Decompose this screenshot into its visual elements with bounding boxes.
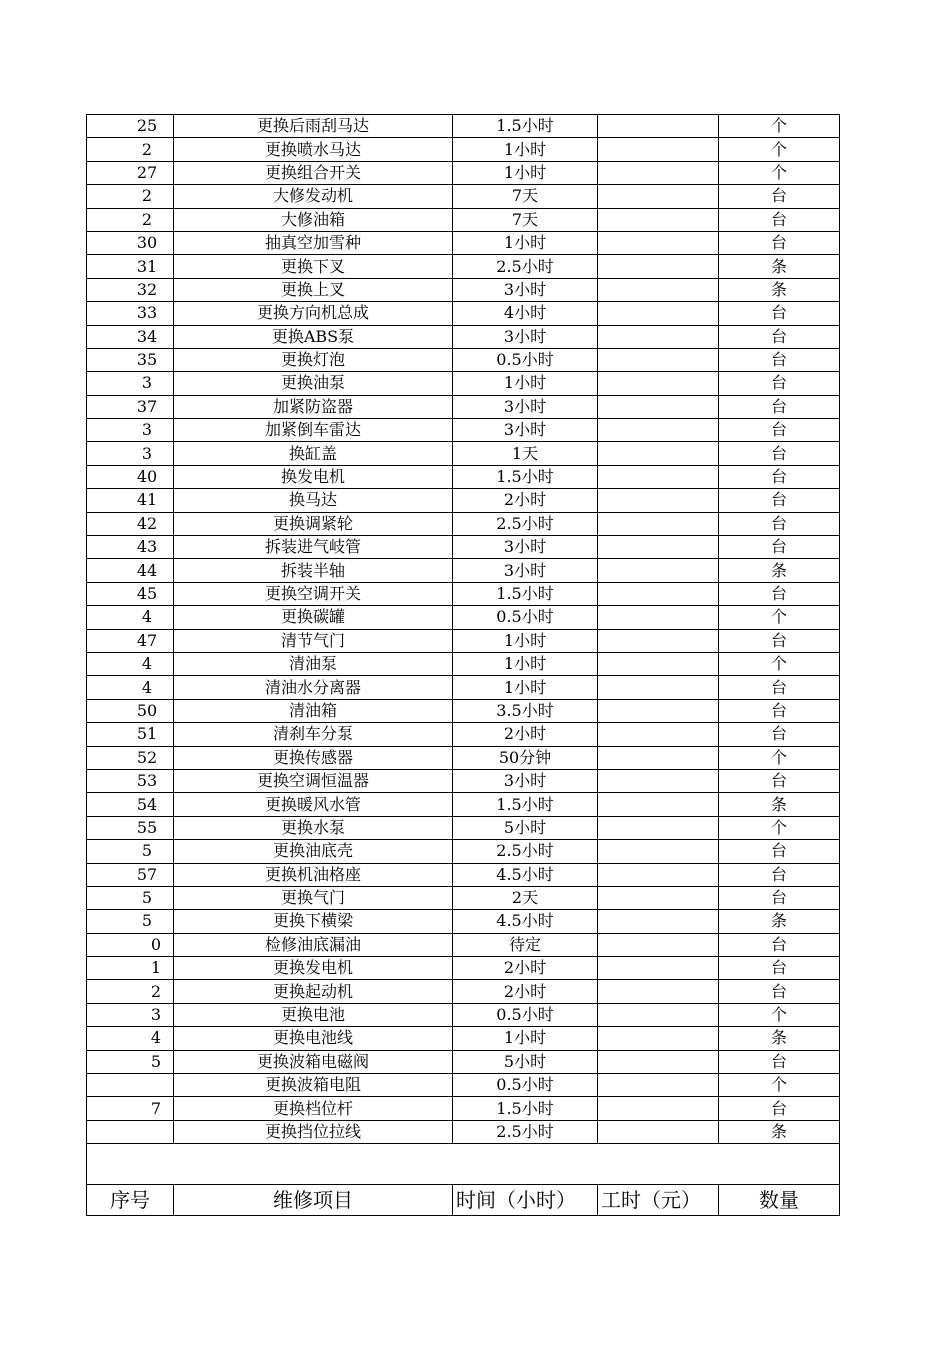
cell-time[interactable]: 1小时: [453, 231, 598, 254]
cell-fee[interactable]: [598, 699, 719, 722]
cell-item[interactable]: 更换上叉: [174, 278, 453, 301]
cell-unit[interactable]: 台: [719, 419, 840, 442]
cell-time[interactable]: 5小时: [453, 1050, 598, 1073]
cell-unit[interactable]: 条: [719, 559, 840, 582]
cell-no[interactable]: 33: [87, 302, 174, 325]
cell-time[interactable]: 1.5小时: [453, 115, 598, 138]
table-row: [87, 395, 840, 418]
cell-no[interactable]: 54: [87, 793, 174, 816]
cell-unit[interactable]: 台: [719, 699, 840, 722]
table-row: [87, 559, 840, 582]
table-row: [87, 629, 840, 652]
cell-unit[interactable]: 个: [719, 115, 840, 138]
cell-time[interactable]: 1.5小时: [453, 793, 598, 816]
cell-item[interactable]: 更换起动机: [174, 980, 453, 1003]
cell-fee[interactable]: [598, 723, 719, 746]
cell-unit[interactable]: 个: [719, 161, 840, 184]
table-row: [87, 980, 840, 1003]
cell-no[interactable]: 5: [87, 1050, 174, 1073]
header-unit[interactable]: 数量: [719, 1185, 840, 1216]
cell-no[interactable]: 4: [87, 676, 174, 699]
cell-unit[interactable]: 台: [719, 208, 840, 231]
cell-item[interactable]: 更换波箱电阻: [174, 1074, 453, 1097]
cell-time[interactable]: 1.5小时: [453, 1097, 598, 1120]
cell-unit[interactable]: 个: [719, 138, 840, 161]
cell-time[interactable]: 3小时: [453, 395, 598, 418]
cell-unit[interactable]: 台: [719, 442, 840, 465]
cell-fee[interactable]: [598, 1003, 719, 1026]
table-row: [87, 512, 840, 535]
table-row: [87, 676, 840, 699]
table-row: [87, 582, 840, 605]
table-row: [87, 231, 840, 254]
cell-time[interactable]: 1小时: [453, 372, 598, 395]
cell-no[interactable]: 0: [87, 933, 174, 956]
cell-time[interactable]: 0.5小时: [453, 606, 598, 629]
blank-cell[interactable]: [87, 1144, 840, 1185]
cell-no[interactable]: 2: [87, 138, 174, 161]
cell-fee[interactable]: [598, 910, 719, 933]
header-row: [87, 1185, 840, 1216]
cell-time[interactable]: 5小时: [453, 816, 598, 839]
cell-no[interactable]: 43: [87, 536, 174, 559]
table-row: [87, 302, 840, 325]
cell-time[interactable]: 1天: [453, 442, 598, 465]
cell-fee[interactable]: [598, 582, 719, 605]
cell-fee[interactable]: [598, 559, 719, 582]
cell-time[interactable]: 7天: [453, 185, 598, 208]
cell-item[interactable]: 更换挡位拉线: [174, 1120, 453, 1143]
cell-no[interactable]: 27: [87, 161, 174, 184]
table-row: [87, 372, 840, 395]
table-body: [87, 115, 840, 1144]
cell-fee[interactable]: [598, 629, 719, 652]
cell-fee[interactable]: [598, 980, 719, 1003]
cell-item[interactable]: 更换后雨刮马达: [174, 115, 453, 138]
cell-item[interactable]: 清油泵: [174, 652, 453, 675]
table-row: [87, 699, 840, 722]
cell-no[interactable]: 53: [87, 769, 174, 792]
cell-item[interactable]: 更换组合开关: [174, 161, 453, 184]
cell-fee[interactable]: [598, 746, 719, 769]
cell-no[interactable]: 35: [87, 348, 174, 371]
cell-time[interactable]: 3小时: [453, 419, 598, 442]
cell-time[interactable]: 50分钟: [453, 746, 598, 769]
cell-fee[interactable]: [598, 325, 719, 348]
cell-time[interactable]: 3.5小时: [453, 699, 598, 722]
cell-fee[interactable]: [598, 255, 719, 278]
cell-item[interactable]: 清油水分离器: [174, 676, 453, 699]
cell-item[interactable]: 换缸盖: [174, 442, 453, 465]
cell-no[interactable]: 25: [87, 115, 174, 138]
table-row: [87, 910, 840, 933]
cell-no[interactable]: 44: [87, 559, 174, 582]
cell-unit[interactable]: 条: [719, 793, 840, 816]
cell-no[interactable]: 55: [87, 816, 174, 839]
cell-time[interactable]: 1小时: [453, 161, 598, 184]
cell-fee[interactable]: [598, 512, 719, 535]
cell-item[interactable]: 更换波箱电磁阀: [174, 1050, 453, 1073]
cell-item[interactable]: 更换电池: [174, 1003, 453, 1026]
cell-time[interactable]: 3小时: [453, 536, 598, 559]
table-row: [87, 1097, 840, 1120]
cell-time[interactable]: 4.5小时: [453, 910, 598, 933]
cell-no[interactable]: 2: [87, 208, 174, 231]
cell-time[interactable]: 2小时: [453, 957, 598, 980]
cell-time[interactable]: 1.5小时: [453, 582, 598, 605]
table-row: [87, 1050, 840, 1073]
cell-no[interactable]: 32: [87, 278, 174, 301]
cell-item[interactable]: 大修发动机: [174, 185, 453, 208]
cell-item[interactable]: 更换油底壳: [174, 840, 453, 863]
table-row: [87, 723, 840, 746]
cell-unit[interactable]: 台: [719, 1050, 840, 1073]
header-no[interactable]: 序号: [87, 1185, 174, 1216]
cell-unit[interactable]: 台: [719, 769, 840, 792]
table-row: [87, 886, 840, 909]
cell-time[interactable]: 3小时: [453, 325, 598, 348]
cell-item[interactable]: 更换电池线: [174, 1027, 453, 1050]
cell-time[interactable]: 3小时: [453, 278, 598, 301]
table-row: [87, 793, 840, 816]
cell-time[interactable]: 7天: [453, 208, 598, 231]
cell-item[interactable]: 更换暖风水管: [174, 793, 453, 816]
cell-time[interactable]: 2小时: [453, 489, 598, 512]
table-row: [87, 840, 840, 863]
cell-unit[interactable]: 台: [719, 957, 840, 980]
cell-time[interactable]: 2.5小时: [453, 840, 598, 863]
cell-no[interactable]: 5: [87, 910, 174, 933]
cell-no[interactable]: 42: [87, 512, 174, 535]
table-row: [87, 1074, 840, 1097]
cell-item[interactable]: 大修油箱: [174, 208, 453, 231]
cell-fee[interactable]: [598, 442, 719, 465]
cell-item[interactable]: 更换档位杆: [174, 1097, 453, 1120]
cell-unit[interactable]: 台: [719, 395, 840, 418]
cell-time[interactable]: 1小时: [453, 652, 598, 675]
cell-no[interactable]: 4: [87, 606, 174, 629]
cell-no[interactable]: 40: [87, 465, 174, 488]
cell-unit[interactable]: 台: [719, 886, 840, 909]
table-row: [87, 536, 840, 559]
cell-fee[interactable]: [598, 840, 719, 863]
cell-time[interactable]: 2.5小时: [453, 255, 598, 278]
cell-unit[interactable]: 个: [719, 746, 840, 769]
cell-fee[interactable]: [598, 489, 719, 512]
cell-time[interactable]: 3小时: [453, 769, 598, 792]
cell-item[interactable]: 换马达: [174, 489, 453, 512]
cell-unit[interactable]: 台: [719, 185, 840, 208]
cell-unit[interactable]: 台: [719, 676, 840, 699]
cell-unit[interactable]: 台: [719, 348, 840, 371]
cell-item[interactable]: 更换油泵: [174, 372, 453, 395]
cell-no[interactable]: [87, 1120, 174, 1143]
table-row: [87, 816, 840, 839]
table-row: [87, 208, 840, 231]
cell-fee[interactable]: [598, 231, 719, 254]
cell-no[interactable]: 4: [87, 1027, 174, 1050]
cell-unit[interactable]: 条: [719, 1120, 840, 1143]
cell-unit[interactable]: 条: [719, 278, 840, 301]
cell-item[interactable]: 加紧倒车雷达: [174, 419, 453, 442]
cell-unit[interactable]: 个: [719, 606, 840, 629]
cell-no[interactable]: 3: [87, 419, 174, 442]
cell-no[interactable]: 30: [87, 231, 174, 254]
cell-no[interactable]: 34: [87, 325, 174, 348]
cell-no[interactable]: [87, 1074, 174, 1097]
header-item[interactable]: 维修项目: [174, 1185, 453, 1216]
cell-item[interactable]: 清刹车分泵: [174, 723, 453, 746]
cell-fee[interactable]: [598, 208, 719, 231]
cell-time[interactable]: 0.5小时: [453, 1003, 598, 1026]
cell-fee[interactable]: [598, 606, 719, 629]
cell-fee[interactable]: [598, 1120, 719, 1143]
cell-fee[interactable]: [598, 1050, 719, 1073]
cell-time[interactable]: 2.5小时: [453, 1120, 598, 1143]
cell-unit[interactable]: 台: [719, 372, 840, 395]
table-row: [87, 442, 840, 465]
cell-no[interactable]: 3: [87, 1003, 174, 1026]
cell-unit[interactable]: 条: [719, 1027, 840, 1050]
table-row: [87, 348, 840, 371]
cell-fee[interactable]: [598, 1074, 719, 1097]
cell-no[interactable]: 47: [87, 629, 174, 652]
cell-no[interactable]: 41: [87, 489, 174, 512]
table-row: [87, 161, 840, 184]
cell-item[interactable]: 更换空调恒温器: [174, 769, 453, 792]
cell-item[interactable]: 更换下叉: [174, 255, 453, 278]
cell-fee[interactable]: [598, 185, 719, 208]
cell-no[interactable]: 31: [87, 255, 174, 278]
cell-no[interactable]: 2: [87, 185, 174, 208]
cell-unit[interactable]: 个: [719, 1003, 840, 1026]
cell-item[interactable]: 更换气门: [174, 886, 453, 909]
cell-item[interactable]: 更换灯泡: [174, 348, 453, 371]
cell-item[interactable]: 拆装进气岐管: [174, 536, 453, 559]
cell-time[interactable]: 4.5小时: [453, 863, 598, 886]
table-row: [87, 1003, 840, 1026]
cell-item[interactable]: 换发电机: [174, 465, 453, 488]
cell-fee[interactable]: [598, 1097, 719, 1120]
cell-time[interactable]: 1小时: [453, 676, 598, 699]
cell-unit[interactable]: 台: [719, 512, 840, 535]
table-row: [87, 489, 840, 512]
cell-time[interactable]: 1小时: [453, 1027, 598, 1050]
cell-no[interactable]: 37: [87, 395, 174, 418]
cell-unit[interactable]: 台: [719, 582, 840, 605]
cell-fee[interactable]: [598, 863, 719, 886]
cell-no[interactable]: 57: [87, 863, 174, 886]
cell-item[interactable]: 加紧防盗器: [174, 395, 453, 418]
cell-time[interactable]: 2.5小时: [453, 512, 598, 535]
cell-time[interactable]: 1小时: [453, 629, 598, 652]
header-fee[interactable]: 工时（元）: [598, 1185, 719, 1216]
cell-item[interactable]: 拆装半轴: [174, 559, 453, 582]
cell-no[interactable]: 7: [87, 1097, 174, 1120]
cell-no[interactable]: 5: [87, 840, 174, 863]
cell-no[interactable]: 51: [87, 723, 174, 746]
table-row: [87, 957, 840, 980]
cell-item[interactable]: 更换碳罐: [174, 606, 453, 629]
cell-no[interactable]: 52: [87, 746, 174, 769]
cell-time[interactable]: 0.5小时: [453, 348, 598, 371]
cell-item[interactable]: 更换下横梁: [174, 910, 453, 933]
cell-no[interactable]: 50: [87, 699, 174, 722]
cell-fee[interactable]: [598, 161, 719, 184]
cell-item[interactable]: 抽真空加雪种: [174, 231, 453, 254]
table-row: [87, 933, 840, 956]
repair-items-table: [86, 114, 840, 1216]
cell-unit[interactable]: 台: [719, 980, 840, 1003]
cell-fee[interactable]: [598, 419, 719, 442]
cell-fee[interactable]: [598, 769, 719, 792]
table-row: [87, 1120, 840, 1143]
cell-unit[interactable]: 台: [719, 536, 840, 559]
table-row: [87, 1027, 840, 1050]
cell-time[interactable]: 2小时: [453, 723, 598, 746]
cell-unit[interactable]: 台: [719, 489, 840, 512]
cell-fee[interactable]: [598, 652, 719, 675]
table-row: [87, 652, 840, 675]
cell-time[interactable]: 0.5小时: [453, 1074, 598, 1097]
cell-no[interactable]: 3: [87, 442, 174, 465]
table-row: [87, 746, 840, 769]
cell-unit[interactable]: 台: [719, 465, 840, 488]
cell-time[interactable]: 2天: [453, 886, 598, 909]
cell-unit[interactable]: 台: [719, 1097, 840, 1120]
cell-no[interactable]: 45: [87, 582, 174, 605]
table-row: [87, 255, 840, 278]
cell-time[interactable]: 1.5小时: [453, 465, 598, 488]
cell-item[interactable]: 清节气门: [174, 629, 453, 652]
cell-item[interactable]: 检修油底漏油: [174, 933, 453, 956]
cell-no[interactable]: 3: [87, 372, 174, 395]
cell-fee[interactable]: [598, 278, 719, 301]
table-row: [87, 325, 840, 348]
cell-time[interactable]: 4小时: [453, 302, 598, 325]
cell-unit[interactable]: 个: [719, 1074, 840, 1097]
cell-fee[interactable]: [598, 302, 719, 325]
table-row: [87, 606, 840, 629]
table-row: [87, 419, 840, 442]
cell-item[interactable]: 更换方向机总成: [174, 302, 453, 325]
cell-time[interactable]: 2小时: [453, 980, 598, 1003]
cell-unit[interactable]: 条: [719, 910, 840, 933]
cell-time[interactable]: 1小时: [453, 138, 598, 161]
cell-unit[interactable]: 台: [719, 325, 840, 348]
cell-unit[interactable]: 台: [719, 302, 840, 325]
cell-item[interactable]: 更换空调开关: [174, 582, 453, 605]
cell-unit[interactable]: 台: [719, 723, 840, 746]
cell-item[interactable]: 更换水泵: [174, 816, 453, 839]
cell-fee[interactable]: [598, 886, 719, 909]
cell-unit[interactable]: 条: [719, 255, 840, 278]
cell-item[interactable]: 更换发电机: [174, 957, 453, 980]
cell-unit[interactable]: 台: [719, 629, 840, 652]
cell-fee[interactable]: [598, 115, 719, 138]
cell-unit[interactable]: 个: [719, 816, 840, 839]
cell-fee[interactable]: [598, 793, 719, 816]
cell-item[interactable]: 更换调紧轮: [174, 512, 453, 535]
blank-row: [87, 1144, 840, 1185]
cell-fee[interactable]: [598, 348, 719, 371]
cell-no[interactable]: 2: [87, 980, 174, 1003]
header-time[interactable]: 时间（小时）: [453, 1185, 598, 1216]
table-row: [87, 465, 840, 488]
cell-item[interactable]: 更换喷水马达: [174, 138, 453, 161]
table-row: [87, 863, 840, 886]
table-row: [87, 278, 840, 301]
cell-fee[interactable]: [598, 816, 719, 839]
cell-unit[interactable]: 台: [719, 863, 840, 886]
cell-time[interactable]: 待定: [453, 933, 598, 956]
cell-fee[interactable]: [598, 395, 719, 418]
cell-no[interactable]: 1: [87, 957, 174, 980]
cell-unit[interactable]: 台: [719, 231, 840, 254]
cell-item[interactable]: 更换ABS泵: [174, 325, 453, 348]
cell-no[interactable]: 5: [87, 886, 174, 909]
cell-fee[interactable]: [598, 465, 719, 488]
table-row: [87, 185, 840, 208]
cell-item[interactable]: 更换机油格座: [174, 863, 453, 886]
cell-unit[interactable]: 个: [719, 652, 840, 675]
cell-no[interactable]: 4: [87, 652, 174, 675]
cell-fee[interactable]: [598, 138, 719, 161]
cell-unit[interactable]: 台: [719, 840, 840, 863]
cell-item[interactable]: 清油箱: [174, 699, 453, 722]
cell-fee[interactable]: [598, 536, 719, 559]
cell-unit[interactable]: 台: [719, 933, 840, 956]
cell-item[interactable]: 更换传感器: [174, 746, 453, 769]
cell-fee[interactable]: [598, 676, 719, 699]
table-row: [87, 115, 840, 138]
cell-fee[interactable]: [598, 957, 719, 980]
table-row: [87, 138, 840, 161]
cell-time[interactable]: 3小时: [453, 559, 598, 582]
cell-fee[interactable]: [598, 1027, 719, 1050]
table-row: [87, 769, 840, 792]
cell-fee[interactable]: [598, 933, 719, 956]
cell-fee[interactable]: [598, 372, 719, 395]
